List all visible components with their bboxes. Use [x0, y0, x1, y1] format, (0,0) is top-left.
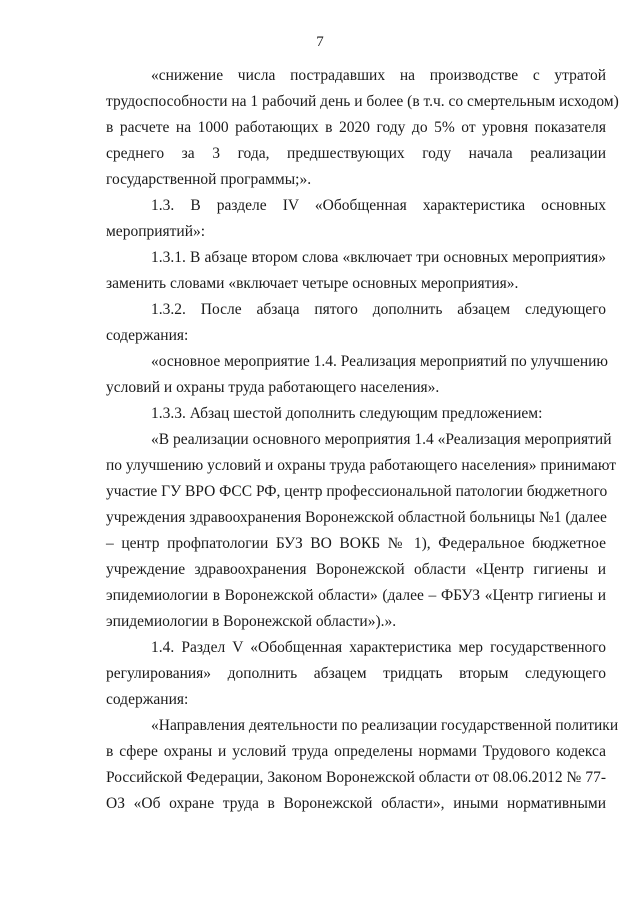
text-line: 1.3. В разделе IV «Обобщенная характеристика основных [151, 197, 606, 214]
text-line: трудоспособности на 1 рабочий день и более (в т.ч. со смертельным исходом) [106, 93, 619, 110]
text-line: условий и охраны труда работающего населения». [106, 379, 440, 396]
text-line: мероприятий»: [106, 223, 206, 240]
text-line: регулирования» дополнить абзацем тридцать вторым следующего [106, 665, 606, 682]
text-line: «Направления деятельности по реализации государственной политики [151, 717, 619, 734]
text-line: заменить словами «включает четыре основных мероприятия». [106, 275, 519, 292]
text-line: 1.4. Раздел V «Обобщенная характеристика мер государственного [151, 639, 606, 656]
text-line: «В реализации основного мероприятия 1.4 «Реализация мероприятий [151, 431, 612, 448]
text-line: в сфере охраны и условий труда определены нормами Трудового кодекса [106, 743, 606, 760]
text-line: учреждение здравоохранения Воронежской области «Центр гигиены и [106, 561, 606, 578]
text-line: по улучшению условий и охраны труда работающего населения» принимают [106, 457, 617, 474]
text-line: содержания: [106, 327, 189, 344]
text-line: – центр профпатологии БУЗ ВО ВОКБ № 1), Федеральное бюджетное [106, 535, 606, 552]
text-line: в расчете на 1000 работающих в 2020 году до 5% от уровня показателя [106, 119, 606, 136]
text-line: эпидемиологии в Воронежской области»).». [106, 613, 397, 630]
text-line: 1.3.1. В абзаце втором слова «включает три основных мероприятия» [151, 249, 606, 266]
text-line: Российской Федерации, Законом Воронежской области от 08.06.2012 № 77- [106, 769, 606, 786]
text-line: учреждения здравоохранения Воронежской областной больницы №1 (далее [106, 509, 607, 526]
text-line: 1.3.3. Абзац шестой дополнить следующим предложением: [151, 405, 543, 422]
text-line: эпидемиологии в Воронежской области» (далее – ФБУЗ «Центр гигиены и [106, 587, 606, 604]
text-line: среднего за 3 года, предшествующих году начала реализации [106, 145, 606, 162]
page-number: 7 [316, 34, 324, 50]
text-line: ОЗ «Об охране труда в Воронежской области», иными нормативными [106, 795, 606, 812]
text-line: содержания: [106, 691, 189, 708]
text-line: 1.3.2. После абзаца пятого дополнить абзацем следующего [151, 301, 606, 318]
text-line: «основное мероприятие 1.4. Реализация мероприятий по улучшению [151, 353, 609, 370]
text-line: участие ГУ ВРО ФСС РФ, центр профессиональной патологии бюджетного [106, 483, 608, 500]
text-line: государственной программы;». [106, 171, 312, 188]
text-line: «снижение числа пострадавших на производстве с утратой [151, 67, 606, 84]
